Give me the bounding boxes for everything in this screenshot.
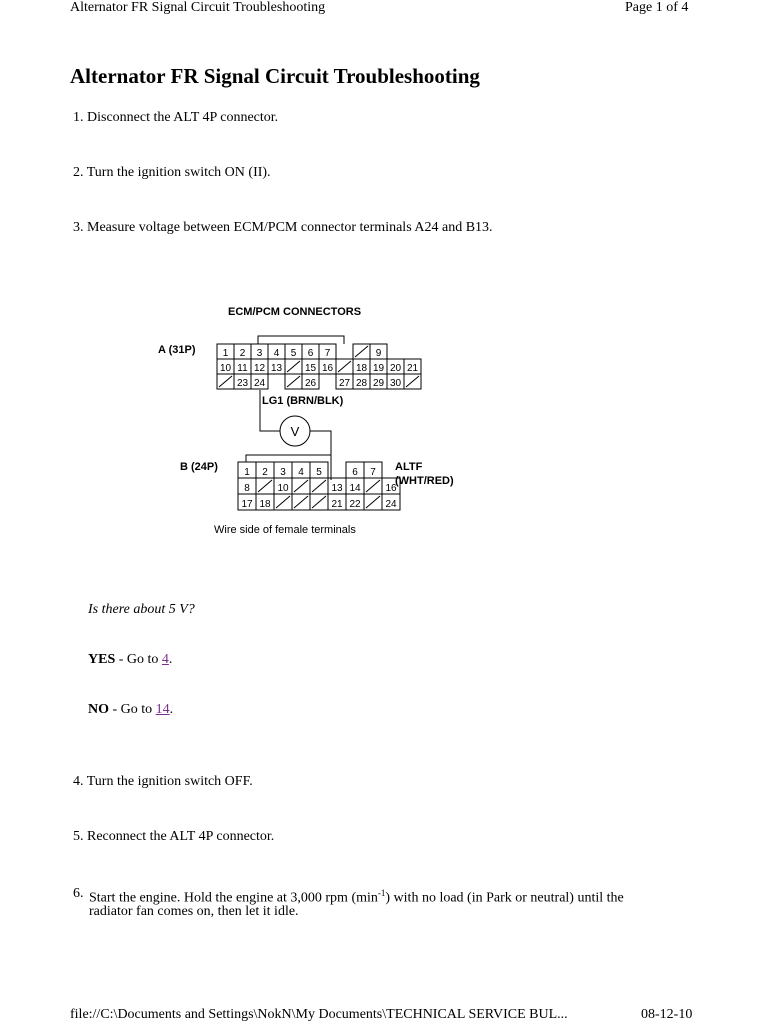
connector-a-unused-slash [355, 346, 368, 357]
page-title: Alternator FR Signal Circuit Troubleshooting [70, 64, 480, 88]
connector-a-terminal-number: 12 [253, 363, 266, 374]
connector-a-terminal-number: 29 [372, 378, 385, 389]
connector-a-terminal-number: 15 [304, 363, 317, 374]
header-title: Alternator FR Signal Circuit Troubleshooting [70, 0, 326, 15]
yes-text: - Go to [115, 652, 162, 667]
connector-a-terminal-number: 9 [375, 348, 382, 359]
question-text: Is there about 5 V? [88, 602, 195, 617]
connector-a-terminal-number: 20 [389, 363, 402, 374]
connector-b-terminal-number: 22 [349, 499, 361, 510]
no-label: NO [88, 702, 109, 717]
connector-a-terminal-number: 7 [324, 348, 331, 359]
connector-a-terminal-number: 24 [253, 378, 266, 389]
connector-a-terminal-number: 4 [273, 348, 280, 359]
connector-a-label: A (31P) [158, 344, 196, 356]
connector-a-terminal-number: 10 [219, 363, 232, 374]
connector-a-unused-slash [219, 376, 232, 387]
no-link[interactable]: 14 [155, 702, 170, 717]
connector-b-terminal-number: 17 [241, 499, 253, 510]
connector-b-unused-slash [312, 480, 326, 492]
voltmeter-symbol: V [290, 424, 300, 439]
yes-label: YES [88, 652, 116, 667]
connector-a-terminal-number: 2 [239, 348, 246, 359]
connector-b-terminal-number: 6 [352, 467, 358, 478]
step-4: 4. Turn the ignition switch OFF. [73, 774, 253, 789]
step-6-number: 6. [73, 886, 84, 901]
connector-a-terminal-number: 26 [304, 378, 317, 389]
connector-a-terminal-number: 23 [236, 378, 249, 389]
connector-a-unused-slash [287, 361, 300, 372]
lg1-label: LG1 (BRN/BLK) [262, 395, 344, 407]
yes-end: . [168, 652, 173, 667]
connector-a-terminal-number: 18 [355, 363, 368, 374]
connector-b-terminal-number: 16 [385, 483, 397, 494]
footer-date: 08-12-10 [641, 1007, 693, 1022]
connector-b-terminal-number: 14 [349, 483, 361, 494]
altf-label: ALTF [395, 461, 423, 473]
connector-b-grid [238, 462, 400, 510]
yes-link[interactable]: 4 [161, 652, 169, 667]
step-6-text-post: ) with no load (in Park or neutral) until the [385, 890, 624, 906]
connector-a-terminal-number: 28 [355, 378, 368, 389]
wire-a24 [260, 390, 280, 431]
connector-a-terminal-number: 13 [270, 363, 283, 374]
connector-b-terminal-number: 7 [370, 467, 376, 478]
connector-b-unused-slash [258, 480, 272, 492]
diagram-caption: Wire side of female terminals [214, 524, 356, 536]
connector-b-terminal-number: 1 [244, 467, 250, 478]
connector-b-unused-slash [294, 480, 308, 492]
footer-path: file://C:\Documents and Settings\NokN\My Documents\TECHNICAL SERVICE BUL... [70, 1007, 568, 1022]
step-6-line-2: radiator fan comes on, then let it idle. [89, 904, 299, 919]
connector-a-terminal-number: 21 [406, 363, 419, 374]
connector-b-tab [246, 455, 331, 462]
connector-a-terminal-number: 3 [256, 348, 263, 359]
connector-b-unused-slash [366, 480, 380, 492]
connector-a-terminal-number: 1 [222, 348, 229, 359]
page-indicator: Page 1 of 4 [625, 0, 689, 15]
step-2: 2. Turn the ignition switch ON (II). [73, 165, 271, 180]
connector-a-terminal-number: 27 [338, 378, 351, 389]
connector-a-terminal-number: 30 [389, 378, 402, 389]
connector-b-unused-slash [276, 496, 290, 508]
no-text: - Go to [109, 702, 156, 717]
connector-b-terminal-number: 2 [262, 467, 268, 478]
altf-wire-color: (WHT/RED) [395, 475, 454, 487]
connector-b-unused-slash [312, 496, 326, 508]
no-end: . [169, 702, 174, 717]
step-5: 5. Reconnect the ALT 4P connector. [73, 829, 275, 844]
connector-a-unused-slash [406, 376, 419, 387]
connector-b-terminal-number: 18 [259, 499, 271, 510]
answer-yes [88, 652, 172, 668]
step-6-text-pre: Start the engine. Hold the engine at 3,000 rpm (min [89, 890, 378, 906]
step-3: 3. Measure voltage between ECM/PCM connector terminals A24 and B13. [73, 220, 493, 235]
connector-b-terminal-number: 13 [331, 483, 343, 494]
connector-b-unused-slash [294, 496, 308, 508]
connector-b-terminal-number: 3 [280, 467, 286, 478]
step-1: 1. Disconnect the ALT 4P connector. [73, 110, 279, 125]
connector-a-terminal-number: 5 [290, 348, 297, 359]
connector-b-terminal-number: 4 [298, 467, 304, 478]
connector-b-terminal-number: 21 [331, 499, 343, 510]
connector-a-terminal-number: 19 [372, 363, 385, 374]
connector-b-terminal-number: 8 [244, 483, 250, 494]
connector-a-terminal-number: 16 [321, 363, 334, 374]
connector-a-tab [258, 336, 344, 344]
connector-b-terminal-number: 24 [385, 499, 397, 510]
connector-a-terminal-number: 11 [237, 363, 248, 374]
connector-b-terminal-number: 5 [316, 467, 322, 478]
connector-b-unused-slash [366, 496, 380, 508]
connector-b-terminal-number: 10 [277, 483, 289, 494]
diagram-title: ECM/PCM CONNECTORS [228, 306, 362, 318]
connector-b-label: B (24P) [180, 461, 218, 473]
answer-no [88, 702, 173, 718]
connector-a-unused-slash [287, 376, 300, 387]
connector-a-terminal-number: 6 [307, 348, 314, 359]
connector-a-grid [217, 344, 421, 389]
connector-a-unused-slash [338, 361, 351, 372]
step-6-superscript: -1 [377, 888, 386, 898]
